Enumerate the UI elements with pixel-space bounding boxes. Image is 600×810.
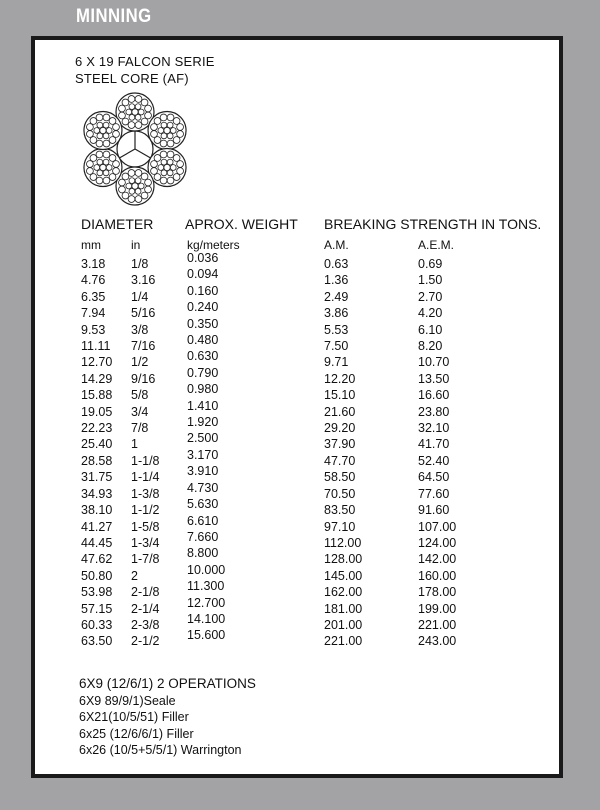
cell-mm: 14.29 — [81, 371, 113, 386]
cell-mm: 11.11 — [81, 339, 111, 354]
cell-aem: 6.10 — [418, 322, 443, 337]
column-kg — [187, 250, 225, 644]
cell-mm: 44.45 — [81, 535, 113, 550]
cell-kg: 0.630 — [187, 349, 219, 364]
header-weight: APROX. WEIGHT — [185, 216, 298, 232]
cell-kg: 1.410 — [187, 398, 219, 413]
cell-in: 5/16 — [131, 306, 156, 321]
cell-am: 12.20 — [324, 371, 356, 386]
cell-aem: 13.50 — [418, 371, 450, 386]
cell-mm: 63.50 — [81, 634, 113, 649]
cell-am: 0.63 — [324, 257, 349, 271]
wire-rope-cross-section-icon — [79, 92, 191, 206]
cell-in: 3.16 — [131, 273, 156, 288]
cell-am: 2.49 — [324, 289, 349, 304]
cell-aem: 124.00 — [418, 535, 457, 550]
cell-kg: 4.730 — [187, 480, 219, 495]
cell-mm: 41.27 — [81, 519, 113, 534]
cell-am: 7.50 — [324, 339, 349, 354]
spec-sheet-panel — [31, 36, 563, 778]
cell-mm: 12.70 — [81, 355, 113, 370]
cell-in: 1-3/8 — [131, 486, 160, 501]
cell-in: 1/4 — [131, 289, 149, 304]
cell-kg: 0.350 — [187, 316, 219, 331]
cell-am: 112.00 — [324, 535, 362, 550]
cell-aem: 8.20 — [418, 339, 443, 354]
cell-am: 145.00 — [324, 568, 363, 583]
cell-am: 3.86 — [324, 306, 349, 321]
cell-mm: 47.62 — [81, 552, 113, 567]
cell-mm: 6.35 — [81, 289, 106, 304]
cell-mm: 28.58 — [81, 453, 113, 468]
cell-am: 58.50 — [324, 470, 356, 485]
cell-in: 1-5/8 — [131, 519, 160, 534]
cell-in: 1-1/8 — [131, 453, 160, 468]
cell-kg: 12.700 — [187, 595, 226, 610]
column-mm — [81, 256, 112, 650]
cell-aem: 41.70 — [418, 437, 450, 452]
cell-aem: 142.00 — [418, 552, 457, 567]
cell-aem: 199.00 — [418, 601, 457, 616]
cell-kg: 3.170 — [187, 447, 219, 462]
column-aem — [418, 256, 456, 650]
cell-aem: 16.60 — [418, 388, 450, 403]
cell-am: 201.00 — [324, 617, 363, 632]
subheader-in: in — [131, 238, 141, 252]
cell-am: 9.71 — [324, 355, 349, 370]
header-diameter: DIAMETER — [81, 216, 154, 232]
cell-aem: 178.00 — [418, 585, 457, 600]
cell-aem: 64.50 — [418, 470, 450, 485]
cell-mm: 57.15 — [81, 601, 113, 616]
cell-in: 1/2 — [131, 355, 149, 370]
cell-kg: 3.910 — [187, 464, 219, 479]
cell-in: 2-3/8 — [131, 617, 160, 632]
cell-am: 181.00 — [324, 601, 363, 616]
operation-item: 6X9 89/9/1)Seale — [79, 693, 176, 708]
cell-kg: 6.610 — [187, 513, 219, 528]
cell-kg: 0.240 — [187, 300, 219, 315]
cell-in: 2-1/8 — [131, 585, 160, 600]
cell-in: 7/16 — [131, 339, 156, 354]
operation-item: 6x25 (12/6/6/1) Filler — [79, 726, 194, 741]
subheader-aem: A.E.M. — [418, 238, 455, 252]
cell-am: 1.36 — [324, 273, 349, 288]
operation-item: 6X21(10/5/51) Filler — [79, 710, 189, 725]
cell-aem: 32.10 — [418, 421, 450, 436]
cell-am: 97.10 — [324, 519, 356, 534]
subheader-kg: kg/meters — [187, 238, 240, 252]
cell-am: 15.10 — [324, 388, 356, 403]
cell-in: 1-1/2 — [131, 503, 160, 518]
cell-mm: 60.33 — [81, 617, 113, 632]
cell-in: 2-1/4 — [131, 601, 160, 616]
cell-am: 221.00 — [324, 634, 363, 649]
cell-am: 162.00 — [324, 585, 363, 600]
cell-kg: 0.790 — [187, 365, 219, 380]
cell-am: 29.20 — [324, 421, 356, 436]
cell-kg: 0.980 — [187, 382, 219, 397]
cell-kg: 14.100 — [187, 611, 226, 626]
cell-am: 70.50 — [324, 486, 356, 501]
subheader-am: A.M. — [324, 238, 349, 252]
cell-mm: 38.10 — [81, 503, 113, 518]
cell-aem: 91.60 — [418, 503, 450, 518]
cell-mm: 25.40 — [81, 437, 113, 452]
subheader-mm: mm — [81, 238, 101, 252]
cell-mm: 53.98 — [81, 585, 113, 600]
cell-in: 1-1/4 — [131, 470, 160, 485]
cell-in: 1-3/4 — [131, 535, 160, 550]
cell-aem: 2.70 — [418, 289, 443, 304]
cell-mm: 31.75 — [81, 470, 113, 485]
cell-kg: 11.300 — [187, 579, 225, 594]
cell-kg: 0.480 — [187, 333, 219, 348]
cell-in: 1-7/8 — [131, 552, 160, 567]
cell-in: 9/16 — [131, 371, 156, 386]
cell-aem: 107.00 — [418, 519, 457, 534]
cell-mm: 4.76 — [81, 273, 106, 288]
cell-kg: 10.000 — [187, 562, 226, 577]
operations-list — [79, 676, 256, 759]
cell-aem: 23.80 — [418, 404, 450, 419]
cell-kg: 2.500 — [187, 431, 219, 446]
cell-aem: 52.40 — [418, 453, 450, 468]
page-title: MINNING — [76, 6, 152, 27]
cell-am: 37.90 — [324, 437, 356, 452]
cell-mm: 7.94 — [81, 306, 106, 321]
cell-aem: 0.69 — [418, 257, 443, 271]
cell-mm: 9.53 — [81, 322, 106, 337]
cell-in: 3/8 — [131, 322, 149, 337]
cell-kg: 5.630 — [187, 497, 219, 512]
cell-am: 21.60 — [324, 404, 356, 419]
cell-mm: 3.18 — [81, 257, 106, 271]
product-title: 6 X 19 FALCON SERIE — [75, 54, 215, 69]
cell-kg: 15.600 — [187, 628, 226, 643]
cell-mm: 19.05 — [81, 404, 113, 419]
cell-mm: 50.80 — [81, 568, 113, 583]
cell-in: 2-1/2 — [131, 634, 160, 649]
cell-kg: 8.800 — [187, 546, 219, 561]
cell-in: 1/8 — [131, 257, 149, 271]
cell-in: 2 — [131, 568, 138, 583]
cell-kg: 0.094 — [187, 267, 219, 282]
header-strength: BREAKING STRENGTH IN TONS. — [324, 216, 542, 232]
cell-mm: 22.23 — [81, 421, 113, 436]
cell-in: 5/8 — [131, 388, 149, 403]
column-in — [131, 256, 160, 650]
product-subtitle: STEEL CORE (AF) — [75, 71, 189, 86]
cell-kg: 0.160 — [187, 283, 219, 298]
cell-aem: 10.70 — [418, 355, 450, 370]
operation-item: 6x26 (10/5+5/5/1) Warrington — [79, 743, 242, 758]
cell-am: 83.50 — [324, 503, 356, 518]
cell-in: 7/8 — [131, 421, 149, 436]
cell-in: 3/4 — [131, 404, 149, 419]
cell-aem: 1.50 — [418, 273, 443, 288]
cell-kg: 0.036 — [187, 251, 219, 265]
cell-mm: 15.88 — [81, 388, 113, 403]
cell-aem: 77.60 — [418, 486, 450, 501]
cell-kg: 1.920 — [187, 415, 219, 430]
cell-aem: 4.20 — [418, 306, 443, 321]
cell-in: 1 — [131, 437, 138, 452]
operation-item: 6X9 (12/6/1) 2 OPERATIONS — [79, 676, 256, 691]
column-am — [324, 256, 362, 650]
cell-mm: 34.93 — [81, 486, 113, 501]
cell-am: 5.53 — [324, 322, 349, 337]
cell-aem: 160.00 — [418, 568, 457, 583]
cell-am: 128.00 — [324, 552, 363, 567]
cell-am: 47.70 — [324, 453, 356, 468]
cell-aem: 243.00 — [418, 634, 457, 649]
cell-aem: 221.00 — [418, 617, 457, 632]
cell-kg: 7.660 — [187, 529, 219, 544]
